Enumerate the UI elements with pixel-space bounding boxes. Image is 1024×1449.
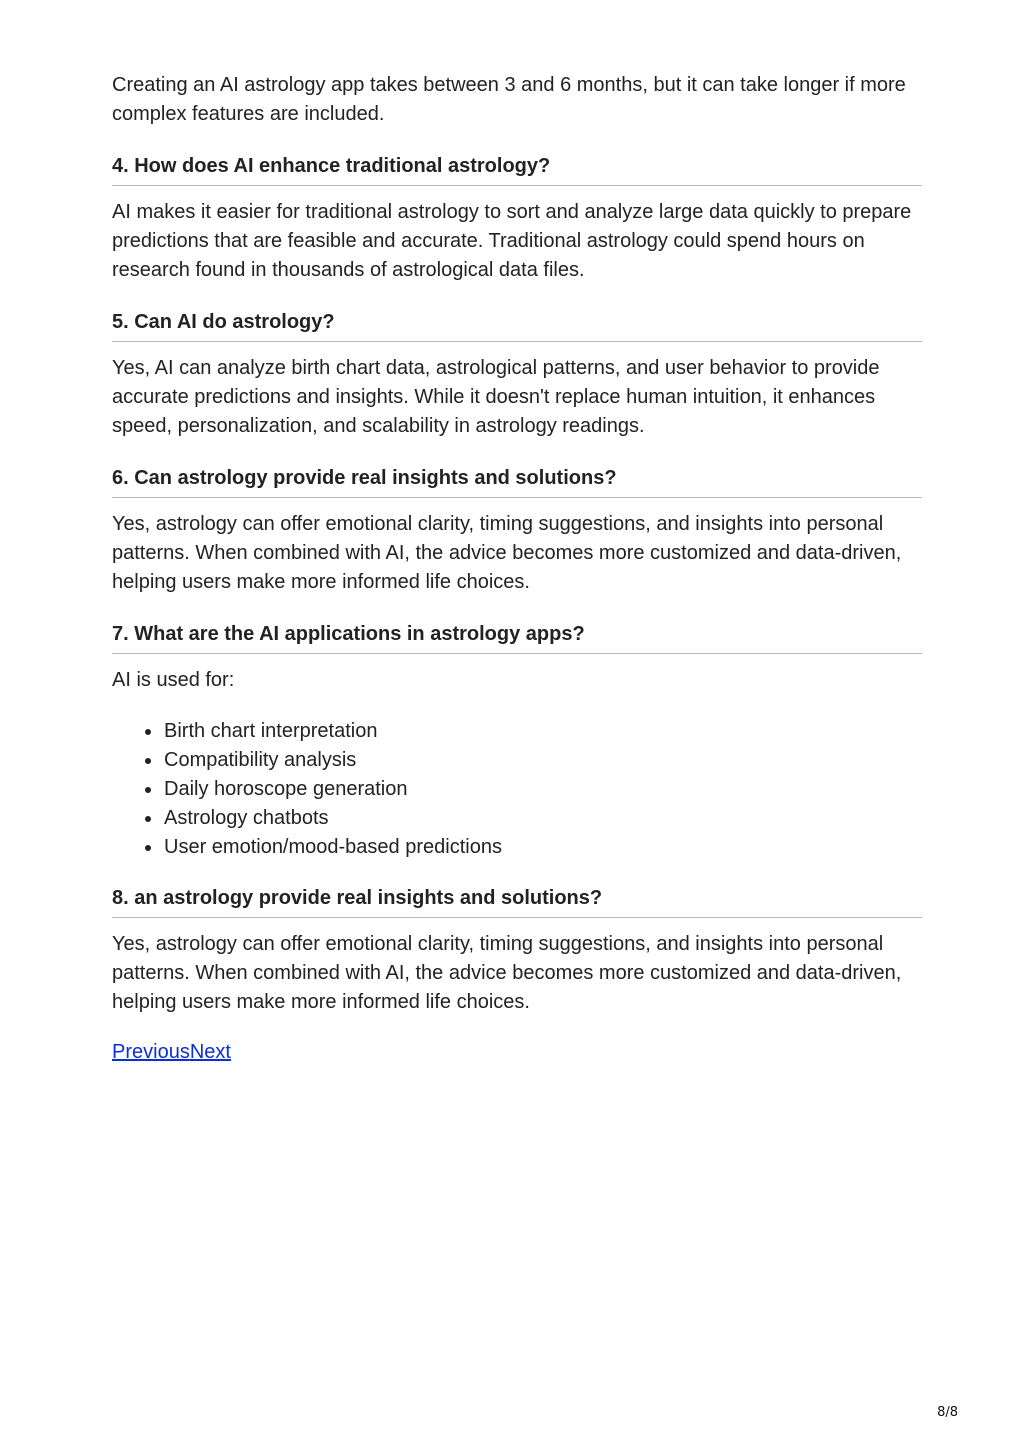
ai-applications-list (112, 717, 922, 862)
intro-paragraph: Creating an AI astrology app takes between 3 and 6 months, but it can take longer if more complex features are included. (112, 74, 906, 125)
list-item: Compatibility analysis (164, 746, 922, 775)
page-number: 8/8 (937, 1405, 958, 1420)
faq-item-6 (112, 464, 922, 597)
next-link[interactable]: Next (189, 1041, 231, 1063)
faq-answer: Yes, astrology can offer emotional clarity, timing suggestions, and insights into personal patterns. When combined with AI, the advice becomes more customized and data-driven, helping users make more informed life choices. (112, 933, 902, 1013)
faq-question: 6. Can astrology provide real insights and solutions? (112, 464, 922, 498)
post-navigation (112, 1038, 922, 1067)
list-item: Astrology chatbots (164, 804, 922, 833)
faq-question: 7. What are the AI applications in astrology apps? (112, 620, 922, 654)
faq-item-8 (112, 884, 922, 1017)
faq-question: 4. How does AI enhance traditional astrology? (112, 152, 922, 186)
faq-question: 5. Can AI do astrology? (112, 308, 922, 342)
document-body (112, 71, 922, 1067)
faq-answer: AI is used for: (112, 669, 235, 691)
previous-link[interactable]: Previous (112, 1041, 190, 1063)
faq-answer: Yes, astrology can offer emotional clarity, timing suggestions, and insights into personal patterns. When combined with AI, the advice becomes more customized and data-driven, helping users make more informed life choices. (112, 513, 902, 593)
list-item: User emotion/mood-based predictions (164, 833, 922, 862)
list-item: Daily horoscope generation (164, 775, 922, 804)
faq-question: 8. an astrology provide real insights and solutions? (112, 884, 922, 918)
faq-answer: AI makes it easier for traditional astrology to sort and analyze large data quickly to prepare predictions that are feasible and accurate. Traditional astrology could spend hours on research found in thousands of astrological data files. (112, 201, 912, 281)
faq-answer: Yes, AI can analyze birth chart data, astrological patterns, and user behavior to provide accurate predictions and insights. While it doesn't replace human intuition, it enhances speed, personalization, and scalability in astrology readings. (112, 357, 880, 437)
faq-item-4 (112, 152, 922, 285)
faq-item-5 (112, 308, 922, 441)
faq-item-7 (112, 620, 922, 862)
list-item: Birth chart interpretation (164, 717, 922, 746)
